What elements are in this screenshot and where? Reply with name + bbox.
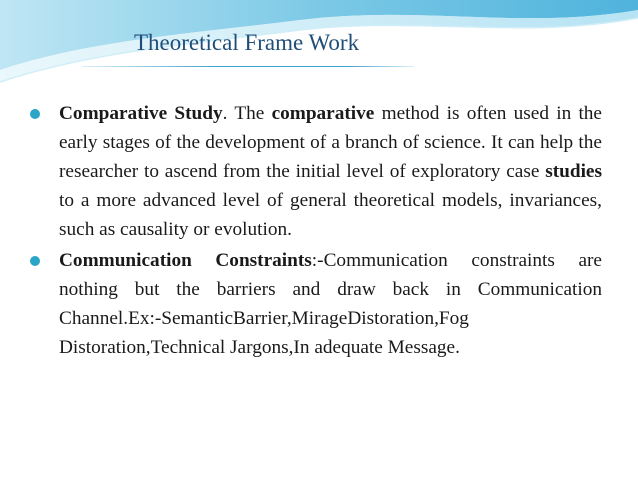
bullet-text: . The — [222, 103, 272, 124]
bullet-text: method is often used in the early stages of the development of a branch of science. It can help the researcher to ascend from the initial level of exploratory case — [59, 103, 602, 182]
bullet-term: Comparative Study — [59, 103, 223, 124]
slide-title: Theoretical Frame Work — [134, 30, 360, 55]
bullet-icon — [30, 109, 40, 119]
bullet-text: to a more advanced level of general theoretical models, invariances, such as causality or evolution. — [59, 190, 602, 240]
bullet-bold-text: comparative — [271, 103, 375, 124]
bullet-bold-text: studies — [545, 161, 602, 182]
bullet-text: :-Communication constraints are nothing but the barriers and draw back in Communication Channel.Ex:-SemanticBarrier,MirageDistoration,Fog Distoration,Technical Jargons,In adequate Message. — [59, 250, 602, 358]
bullet-item-communication-constraints — [26, 246, 602, 362]
bullet-icon — [30, 256, 40, 266]
bullet-item-comparative-study — [26, 99, 602, 244]
bullet-list — [26, 99, 602, 364]
bullet-term: Communication Constraints — [59, 250, 312, 271]
title-underline — [82, 66, 414, 67]
